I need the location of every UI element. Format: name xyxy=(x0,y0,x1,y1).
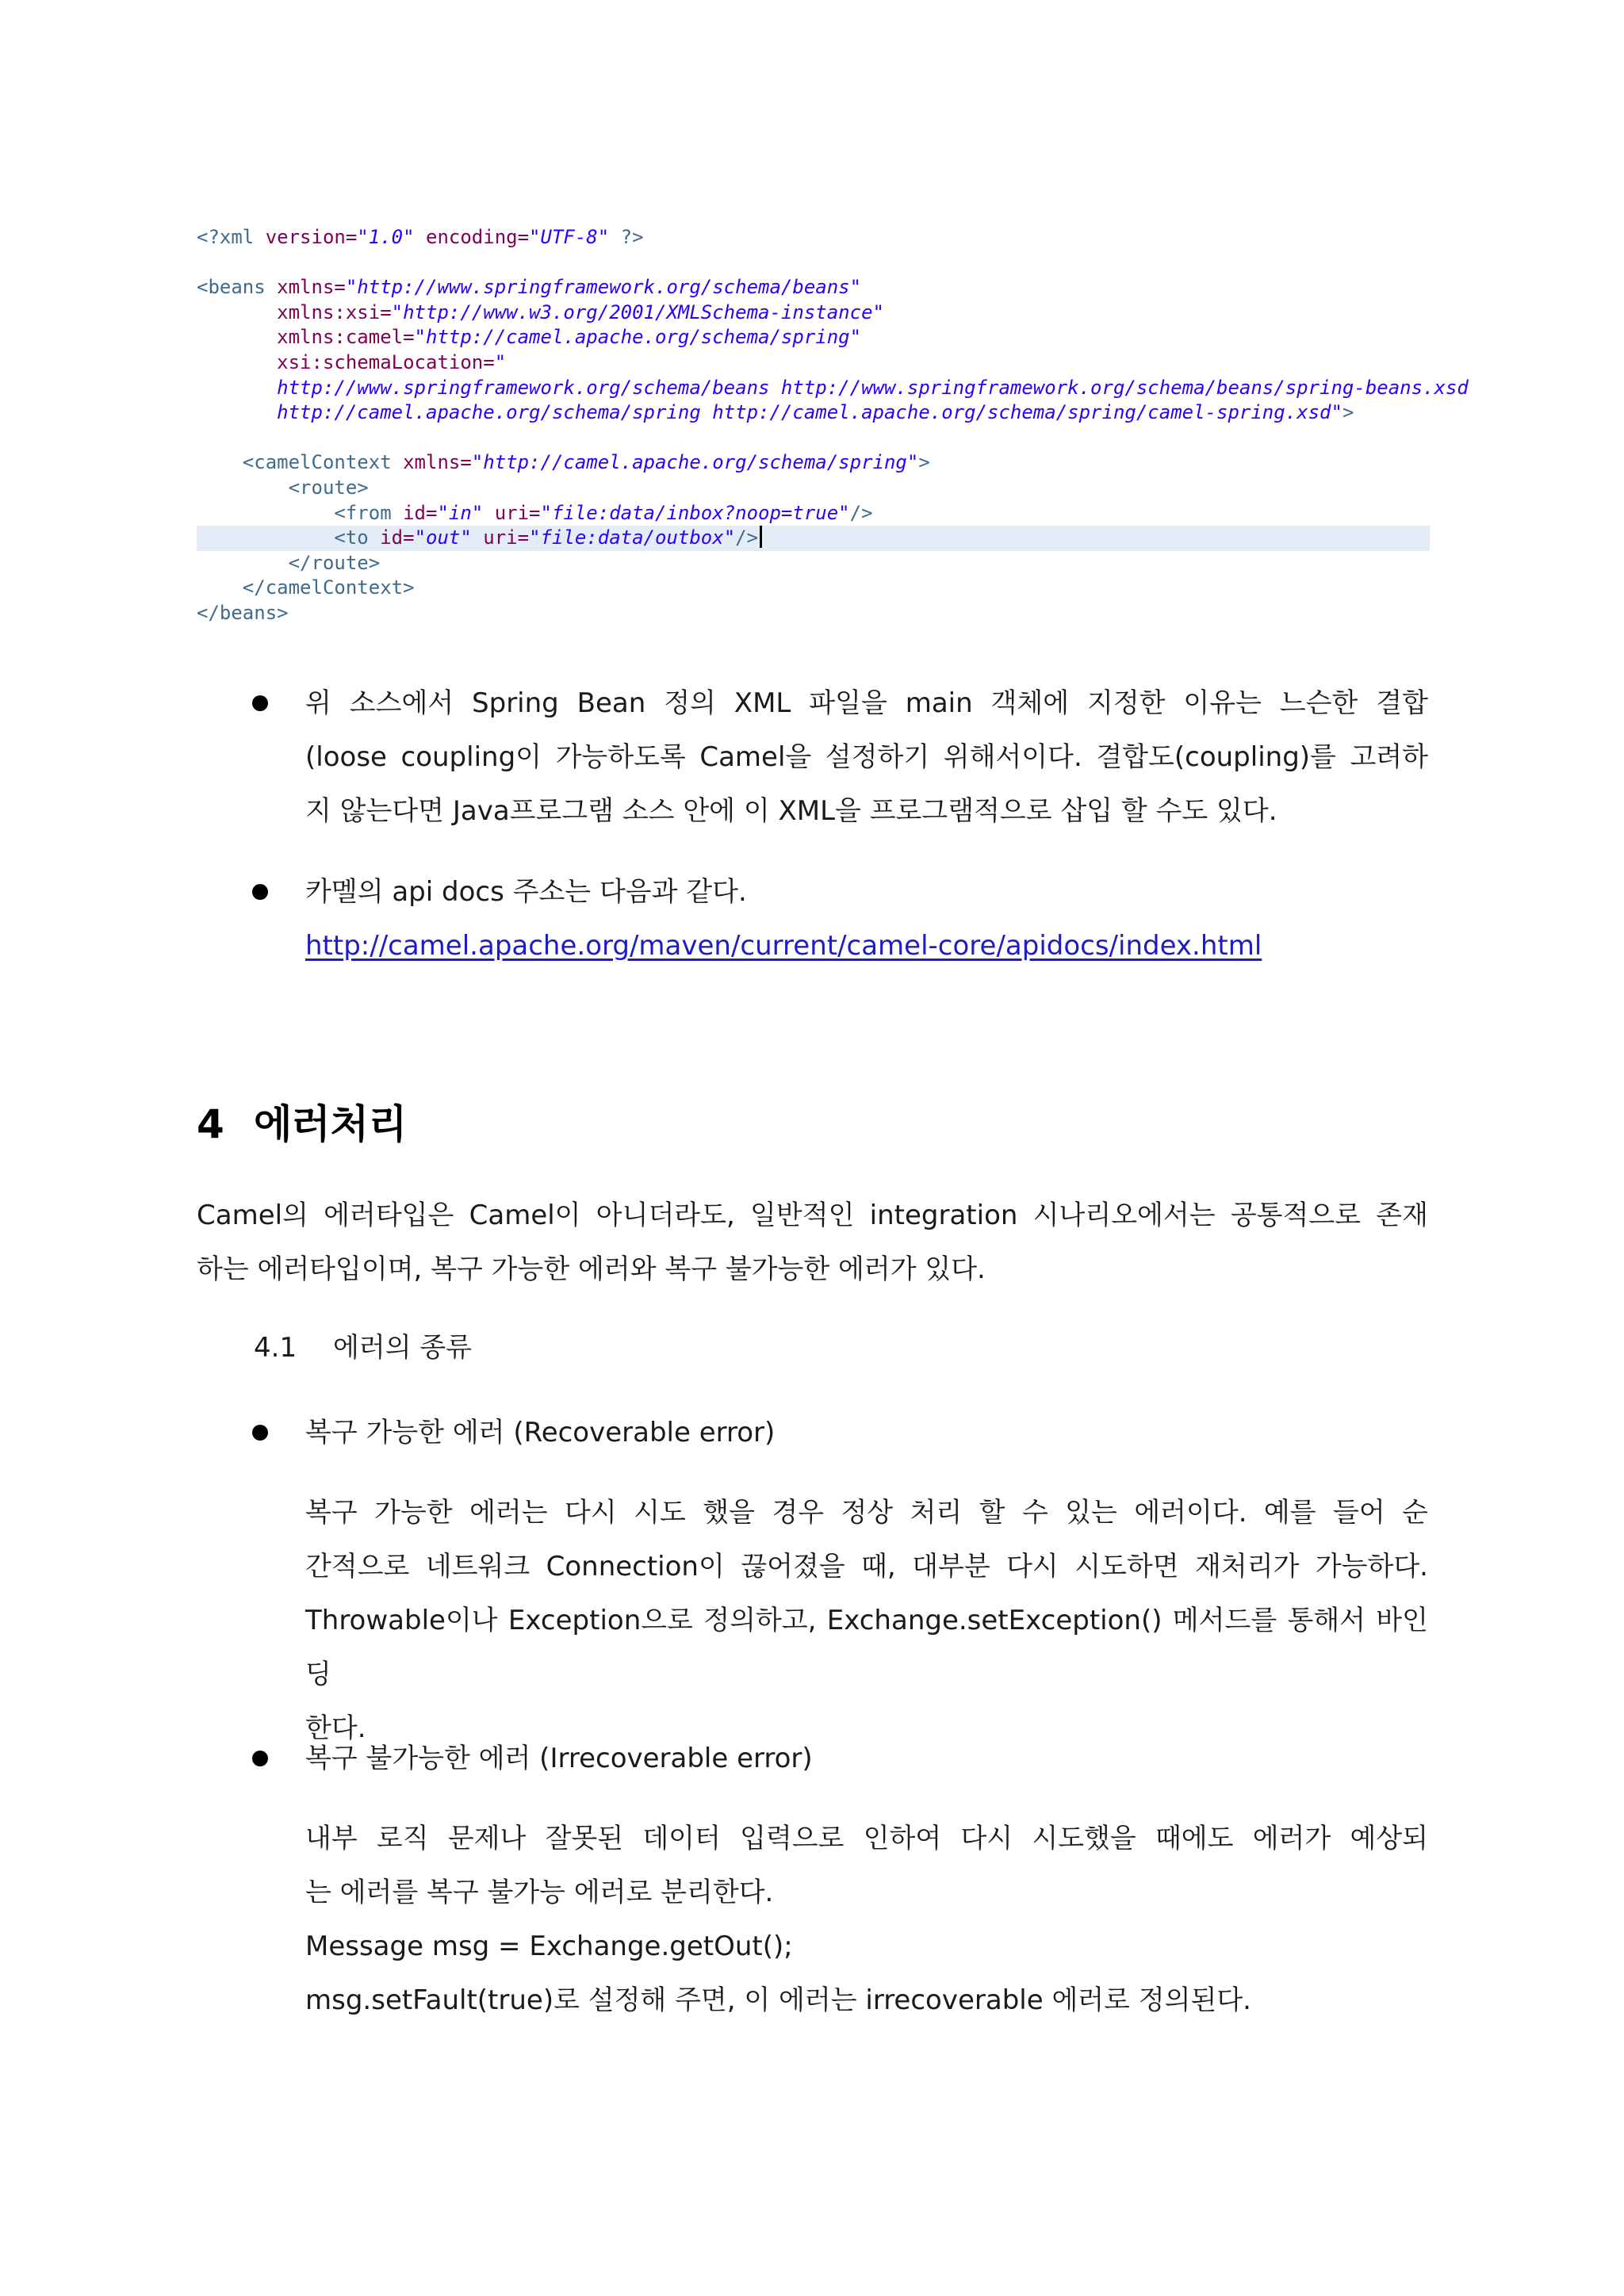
code-line-blank xyxy=(197,251,1430,276)
bullet-icon xyxy=(252,884,268,900)
paragraph-line: 카멜의 api docs 주소는 다음과 같다. xyxy=(305,876,747,908)
paragraph-line: 는 에러를 복구 불가능 에러로 분리한다. xyxy=(305,1877,774,1908)
code-token: > xyxy=(918,451,930,474)
paragraph-line: 복구 가능한 에러 (Recoverable error) xyxy=(305,1417,776,1448)
section-intro-paragraph xyxy=(197,1188,1428,1296)
code-token: "http://camel.apache.org/schema/spring" xyxy=(471,451,919,474)
recoverable-paragraph xyxy=(305,1486,1428,1755)
code-token: /> xyxy=(849,501,873,524)
paragraph-line: Throwable이나 Exception으로 정의하고, Exchange.setException() 메서드를 통해서 바인딩 xyxy=(305,1605,1428,1690)
section-heading xyxy=(197,1093,407,1150)
bullet-paragraph-api-docs xyxy=(305,865,1428,973)
code-token: /> xyxy=(735,526,759,549)
bullet-icon xyxy=(252,695,268,711)
code-line-xmlns-camel xyxy=(197,325,1430,350)
code-token: xmlns= xyxy=(403,451,472,474)
code-token: "out" xyxy=(414,526,472,549)
subsection-number: 4.1 xyxy=(254,1332,297,1364)
code-token: version= xyxy=(265,226,358,248)
code-line-camel-context-open xyxy=(197,450,1430,476)
code-line-camel-context-close xyxy=(197,576,1430,601)
code-token: encoding= xyxy=(426,226,530,248)
code-token: <route> xyxy=(288,476,369,499)
code-line-route-open xyxy=(197,476,1430,501)
api-docs-link[interactable]: http://camel.apache.org/maven/current/camel-core/apidocs/index.html xyxy=(305,930,1262,962)
irrecoverable-paragraph xyxy=(305,1812,1428,2027)
code-line-beans-open xyxy=(197,275,1430,300)
code-line-schema-location-1 xyxy=(197,376,1469,401)
paragraph-line: Camel의 에러타입은 Camel이 아니더라도, 일반적인 integration 시나리오에서는 공통적으로 존재 xyxy=(197,1200,1428,1231)
code-token: </beans> xyxy=(197,601,289,624)
code-line-xml-declaration xyxy=(197,225,1430,251)
code-token: "file:data/outbox" xyxy=(529,526,736,549)
code-token: <camelContext xyxy=(242,451,392,474)
irrecoverable-heading xyxy=(305,1732,1428,1785)
code-line-route-close xyxy=(197,551,1430,576)
code-token: xmlns:xsi= xyxy=(277,300,392,323)
code-token: http://camel.apache.org/schema/spring http://camel.apache.org/schema/spring/camel-spring.xsd" xyxy=(277,401,1342,424)
paragraph-line: 한다. xyxy=(305,1712,366,1744)
code-line-to-highlighted[interactable] xyxy=(197,526,1430,551)
code-line-xmlns-xsi xyxy=(197,300,1430,326)
code-token: <beans xyxy=(197,276,266,299)
paragraph-line: 복구 가능한 에러는 다시 시도 했을 경우 정상 처리 할 수 있는 에러이다. 예를 들어 순 xyxy=(305,1497,1428,1529)
code-token: xmlns= xyxy=(277,276,346,299)
paragraph-line: 지 않는다면 Java프로그램 소스 안에 이 XML을 프로그램적으로 삽입 할 수도 있다. xyxy=(305,795,1277,827)
paragraph-line: 내부 로직 문제나 잘못된 데이터 입력으로 인하여 다시 시도했을 때에도 에러가 예상되 xyxy=(305,1823,1428,1854)
subsection-title: 에러의 종류 xyxy=(333,1332,473,1364)
subsection-heading xyxy=(254,1326,472,1364)
xml-code-block xyxy=(197,225,1469,626)
code-token: "http://camel.apache.org/schema/spring" xyxy=(414,326,862,349)
code-line-from xyxy=(197,501,1430,526)
section-number: 4 xyxy=(197,1101,224,1147)
recoverable-heading xyxy=(305,1406,1428,1460)
paragraph-line: Message msg = Exchange.getOut(); xyxy=(305,1931,793,1962)
code-token: xmlns:camel= xyxy=(277,326,415,349)
code-token: > xyxy=(1342,401,1354,424)
code-token: id= xyxy=(380,526,415,549)
paragraph-line: 복구 불가능한 에러 (Irrecoverable error) xyxy=(305,1743,813,1774)
code-line-beans-close xyxy=(197,601,1430,626)
code-token: <?xml xyxy=(197,226,255,248)
paragraph-line: (loose coupling이 가능하도록 Camel을 설정하기 위해서이다. 결합도(coupling)를 고려하 xyxy=(305,741,1428,773)
code-token: "UTF-8" xyxy=(529,226,610,248)
bullet-paragraph-xml-reason xyxy=(305,676,1428,838)
code-token: <from xyxy=(334,501,392,524)
bullet-icon xyxy=(252,1425,268,1441)
paragraph-line: 하는 에러타입이며, 복구 가능한 에러와 복구 불가능한 에러가 있다. xyxy=(197,1253,986,1285)
paragraph-line: 위 소스에서 Spring Bean 정의 XML 파일을 main 객체에 지정한 이유는 느슨한 결합 xyxy=(305,687,1428,719)
text-cursor xyxy=(760,526,762,548)
section-title: 에러처리 xyxy=(254,1101,408,1147)
code-token: "http://www.w3.org/2001/XMLSchema-instance" xyxy=(391,300,884,323)
code-token: id= xyxy=(403,501,438,524)
code-token: "http://www.springframework.org/schema/beans" xyxy=(345,276,862,299)
code-line-blank xyxy=(197,426,1430,451)
code-token: http://www.springframework.org/schema/beans http://www.springframework.org/schema/beans/spring-beans.xsd xyxy=(277,376,1469,399)
code-line-schema-location xyxy=(197,350,1430,376)
paragraph-line: msg.setFault(true)로 설정해 주면, 이 에러는 irrecoverable 에러로 정의된다. xyxy=(305,1984,1251,2016)
code-token: </route> xyxy=(288,551,381,574)
code-token: </camelContext> xyxy=(242,576,415,599)
code-line-schema-location-2 xyxy=(197,400,1430,426)
code-token: ?> xyxy=(620,226,644,248)
code-token: uri= xyxy=(494,501,541,524)
code-token: uri= xyxy=(483,526,530,549)
code-token: "in" xyxy=(437,501,484,524)
code-token: "file:data/inbox?noop=true" xyxy=(540,501,850,524)
paragraph-line: 간적으로 네트워크 Connection이 끊어졌을 때, 대부분 다시 시도하면 재처리가 가능하다. xyxy=(305,1551,1428,1582)
code-token: " xyxy=(494,350,507,373)
code-token: <to xyxy=(334,526,369,549)
code-token: xsi:schemaLocation= xyxy=(277,350,495,373)
code-token: "1.0" xyxy=(357,226,415,248)
bullet-icon xyxy=(252,1751,268,1766)
